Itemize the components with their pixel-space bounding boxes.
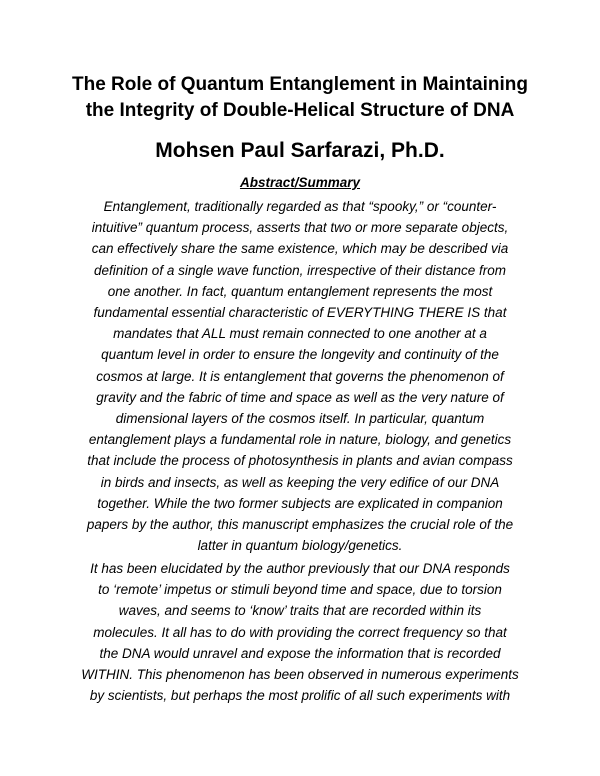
text-line: WITHIN. This phenomenon has been observed in numerous experiments [81,667,519,683]
text-line: gravity and the fabric of time and space as well as the very nature of [96,389,504,405]
body-paragraph [66,558,534,706]
text-line: in birds and insects, as well as keeping the very edifice of our DNA [100,474,500,490]
text-line: to ‘remote’ impetus or stimuli beyond time and space, due to torsion [98,582,502,598]
text-line: It has been elucidated by the author previously that our DNA responds [90,561,510,576]
abstract-paragraph [66,196,534,556]
text-line: together. While the two former subjects are explicated in companion [97,495,503,511]
author-name: Mohsen Paul Sarfarazi, Ph.D. [155,139,445,162]
text-line: one another. In fact, quantum entanglement represents the most [107,283,493,299]
text-line: entanglement plays a fundamental role in nature, biology, and genetics [88,432,512,448]
text-line: definition of a single wave function, irrespective of their distance from [94,262,506,278]
text-line: waves, and seems to ‘know’ traits that are recorded within its [118,603,482,619]
text-line: latter in quantum biology/genetics. [197,538,403,554]
paper-title [40,72,560,124]
text-line: that include the process of photosynthesis in plants and avian compass [87,453,513,469]
text-line: dimensional layers of the cosmos itself. In particular, quantum [115,411,485,427]
text-line: molecules. It all has to do with providing the correct frequency so that [93,624,507,640]
text-line: Entanglement, traditionally regarded as that “spooky,” or “counter- [103,199,497,214]
text-line: mandates that ALL must remain connected to one another at a [113,326,487,342]
text-line: can effectively share the same existence, which may be described via [91,241,509,257]
title-line: The Role of Quantum Entanglement in Maintaining [72,74,528,95]
text-line: papers by the author, this manuscript emphasizes the crucial role of the [86,517,514,533]
text-line: intuitive” quantum process, asserts that two or more separate objects, [91,220,509,236]
title-line: the Integrity of Double-Helical Structure of DNA [85,100,515,121]
text-line: cosmos at large. It is entanglement that governs the phenomenon of [96,368,504,384]
text-line: quantum level in order to ensure the longevity and continuity of the [101,347,499,363]
text-line: the DNA would unravel and expose the information that is recorded [99,645,501,661]
abstract-heading: Abstract/Summary [239,175,361,190]
text-line: by scientists, but perhaps the most prolific of all such experiments with [89,688,511,704]
text-line: fundamental essential characteristic of EVERYTHING THERE IS that [93,305,507,321]
